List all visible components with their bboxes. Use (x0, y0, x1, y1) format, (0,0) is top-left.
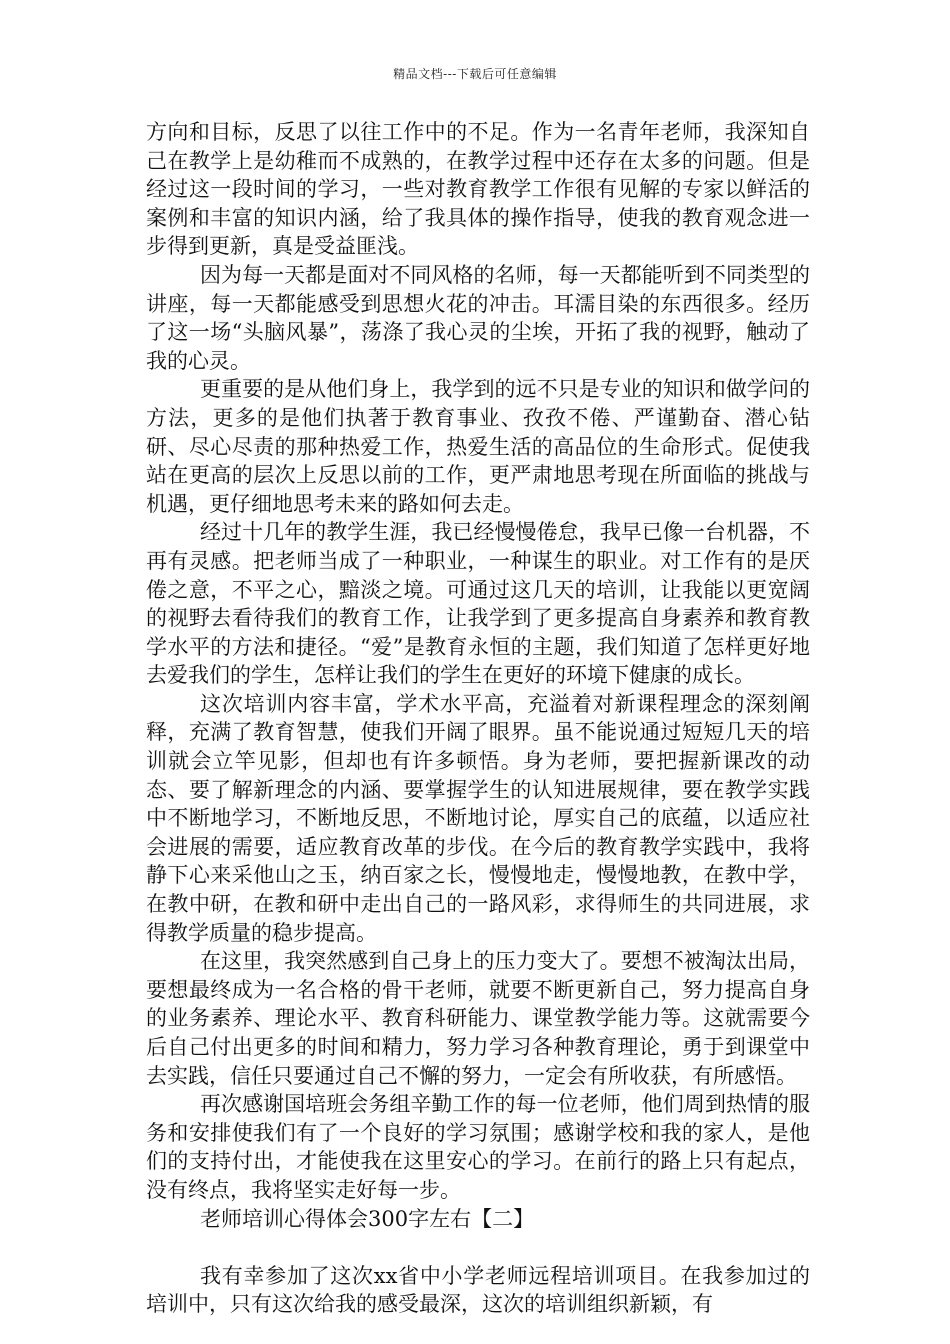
blank-line (146, 1233, 810, 1262)
paragraph-8: 我有幸参加了这次xx省中小学老师远程培训项目。在我参加过的培训中，只有这次给我的感受最深，这次的培训组织新颖，有 (146, 1263, 810, 1317)
section-heading: 老师培训心得体会300字左右【二】 (200, 1206, 535, 1231)
paragraph-6: 在这里，我突然感到自己身上的压力变大了。要想不被淘汰出局，要想最终成为一名合格的骨干老师，就要不断更新自己，努力提高自身的业务素养、理论水平、教育科研能力、课堂教学能力等。这就需要今后自己付出更多的时间和精力，努力学习各种教育理论，勇于到课堂中去实践，信任只要通过自己不懈的努力，一定会有所收获，有所感悟。 (146, 949, 810, 1088)
paragraph-1: 方向和目标，反思了以往工作中的不足。作为一名青年老师，我深知自己在教学上是幼稚而不成熟的，在教学过程中还存在太多的问题。但是经过这一段时间的学习，一些对教育教学工作很有见解的专家以鲜活的案例和丰富的知识内涵，给了我具体的操作指导，使我的教育观念进一步得到更新，真是受益匪浅。 (146, 120, 810, 259)
paragraph-4: 经过十几年的教学生涯，我已经慢慢倦怠，我早已像一台机器，不再有灵感。把老师当成了一种职业，一种谋生的职业。对工作有的是厌倦之意，不平之心，黯淡之境。可通过这几天的培训，让我能以更宽阔的视野去看待我们的教育工作，让我学到了更多提高自身素养和教育教学水平的方法和捷径。“爱”是教育永恒的主题，我们知道了怎样更好地去爱我们的学生，怎样让我们的学生在更好的环境下健康的成长。 (146, 520, 810, 688)
paragraph-2: 因为每一天都是面对不同风格的名师，每一天都能听到不同类型的讲座，每一天都能感受到思想火花的冲击。耳濡目染的东西很多。经历了这一场“头脑风暴”，荡涤了我心灵的尘埃，开拓了我的视野，触动了我的心灵。 (146, 262, 810, 373)
page-header: 精品文档---下载后可任意编辑 (393, 67, 557, 81)
paragraph-3: 更重要的是从他们身上，我学到的远不只是专业的知识和做学问的方法，更多的是他们执著于教育事业、孜孜不倦、严谨勤奋、潜心钻研、尽心尽责的那种热爱工作，热爱生活的高品位的生命形式。促使我站在更高的层次上反思以前的工作，更严肃地思考现在所面临的挑战与机遇，更仔细地思考未来的路如何去走。 (146, 377, 810, 516)
paragraph-7: 再次感谢国培班会务组辛勤工作的每一位老师，他们周到热情的服务和安排使我们有了一个良好的学习氛围；感谢学校和我的家人，是他们的支持付出，才能使我在这里安心的学习。在前行的路上只有起点，没有终点，我将坚实走好每一步。 (146, 1092, 810, 1202)
document-body (146, 118, 810, 1319)
paragraph-5: 这次培训内容丰富，学术水平高，充溢着对新课程理念的深刻阐释，充满了教育智慧，使我们开阔了眼界。虽不能说通过短短几天的培训就会立竿见影，但却也有许多顿悟。身为老师，要把握新课改的动态、要了解新理念的内涵、要掌握学生的认知进展规律，要在教学实践中不断地学习，不断地反思，不断地讨论，厚实自己的底蕴，以适应社会进展的需要，适应教育改革的步伐。在今后的教育教学实践中，我将静下心来采他山之玉，纳百家之长，慢慢地走，慢慢地教，在教中学，在教中研，在教和研中走出自己的一路风彩，求得师生的共同进展，求得教学质量的稳步提高。 (146, 691, 810, 945)
